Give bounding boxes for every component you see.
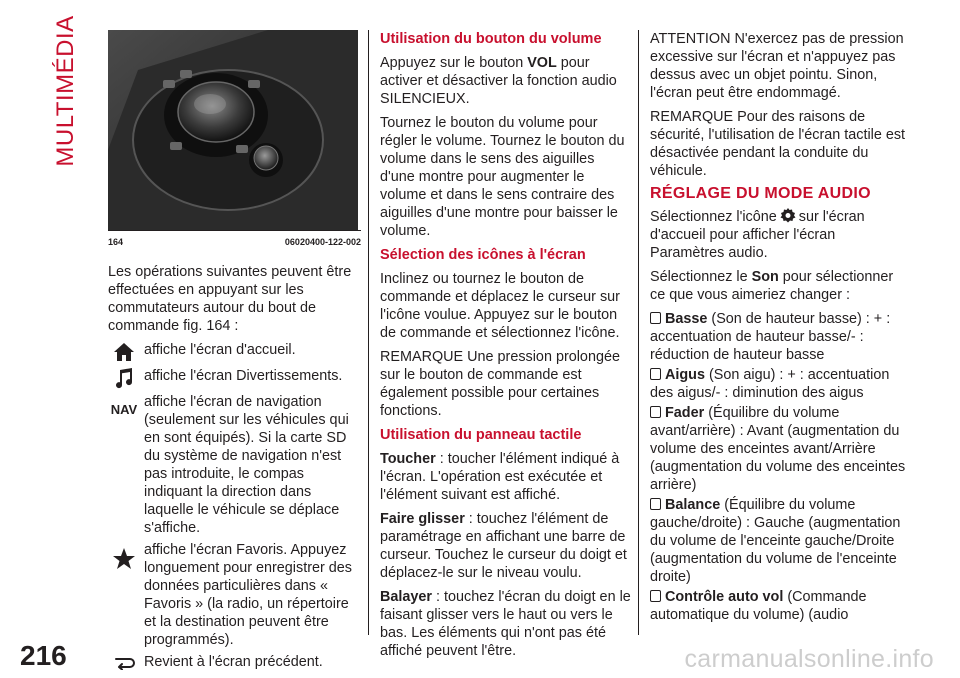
item-favorites-text: affiche l'écran Favoris. Appuyez longuement pour enregistrer des données particulières dans « Favoris » (la radio, un répertoire et la destination peuvent être programmés). bbox=[144, 542, 352, 648]
watermark: carmanualsonline.info bbox=[684, 645, 934, 673]
option-basse-label: Basse bbox=[665, 311, 708, 327]
heading-icon-selection: Sélection des icônes à l'écran bbox=[380, 247, 586, 263]
section-side-tab-label: MULTIMÉDIA bbox=[52, 14, 79, 167]
column-3 bbox=[650, 30, 910, 626]
option-aigus-label: Aigus bbox=[665, 367, 705, 383]
option-basse-desc: (Son de hauteur basse) : + : accentuation de hauteur basse/- : réduction de hauteur basse bbox=[650, 311, 891, 363]
checkbox-bullet-icon bbox=[650, 498, 661, 510]
figure-164-photo bbox=[108, 30, 358, 230]
col3-p3 bbox=[650, 207, 910, 262]
option-fader-label: Fader bbox=[665, 405, 705, 421]
option-balance-desc: (Équilibre du volume gauche/droite) : Gauche (augmentation du volume de l'enceinte gauche/Droite (augmentation du volume de l'enceinte droite) bbox=[650, 497, 901, 585]
item-music-text: affiche l'écran Divertissements. bbox=[144, 368, 343, 384]
col3-p4-pre: Sélectionnez le bbox=[650, 269, 752, 285]
heading-volume-knob: Utilisation du bouton du volume bbox=[380, 31, 602, 47]
nav-label: NAV bbox=[110, 402, 138, 417]
heading-touch-panel: Utilisation du panneau tactile bbox=[380, 427, 582, 443]
col2-p1-post: pour activer et désactiver la fonction audio SILENCIEUX. bbox=[380, 55, 617, 107]
figure-caption bbox=[108, 230, 361, 251]
item-nav bbox=[108, 393, 361, 537]
col2-p3: Inclinez ou tournez le bouton de commande et déplacez le curseur sur l'icône voulue. Appuyez sur le bouton de commande et sélectionnez l'icône. bbox=[380, 271, 620, 341]
music-note-icon bbox=[114, 367, 134, 389]
commander-knob-photo bbox=[108, 30, 358, 230]
column-divider-2 bbox=[638, 30, 639, 635]
option-balance bbox=[650, 496, 910, 586]
item-music bbox=[108, 367, 361, 389]
col2-p2: Tournez le bouton du volume pour régler le volume. Tournez le bouton du volume dans le sens des aiguilles d'une montre pour augmenter le volume et dans le sens contraire des aiguilles d'une montre pour baisser le volume. bbox=[380, 115, 625, 239]
column-1 bbox=[108, 30, 361, 675]
item-back bbox=[108, 653, 361, 671]
page-number: 216 bbox=[20, 640, 67, 671]
option-fader-desc: (Équilibre du volume avant/arrière) : Avant (augmentation du volume des enceintes avant/Arrière (augmentation du volume des enceintes arrière) bbox=[650, 405, 906, 493]
item-favorites bbox=[108, 541, 361, 649]
option-auto-vol-label: Contrôle auto vol bbox=[665, 589, 784, 605]
option-fader bbox=[650, 404, 910, 494]
option-aigus-desc: (Son aigu) : + : accentuation des aigus/- : diminution des aigus bbox=[650, 367, 890, 401]
home-icon bbox=[113, 341, 135, 363]
swipe-term: Balayer bbox=[380, 589, 433, 605]
checkbox-bullet-icon bbox=[650, 312, 661, 324]
col1-intro: Les opérations suivantes peuvent être effectuées en appuyant sur les commutateurs autour du bout de commande fig. 164 : bbox=[108, 264, 352, 334]
option-auto-vol bbox=[650, 588, 910, 624]
checkbox-bullet-icon bbox=[650, 406, 661, 418]
option-aigus bbox=[650, 366, 910, 402]
item-home bbox=[108, 341, 361, 363]
drag-desc: : touchez l'élément de paramétrage en affichant une barre de curseur. Touchez le curseur du doigt et déplacez-le sur le niveau voulu. bbox=[380, 511, 627, 581]
col2-drag bbox=[380, 510, 632, 582]
item-back-text: Revient à l'écran précédent. bbox=[144, 654, 323, 670]
vol-label: VOL bbox=[527, 55, 557, 71]
figure-number: 164 bbox=[108, 237, 124, 247]
star-icon bbox=[112, 547, 136, 571]
col2-p4: REMARQUE Une pression prolongée sur le bouton de commande est également possible pour certaines fonctions. bbox=[380, 349, 620, 419]
column-divider-1 bbox=[368, 30, 369, 635]
drag-term: Faire glisser bbox=[380, 511, 465, 527]
gear-icon bbox=[779, 207, 797, 225]
column-2 bbox=[380, 30, 632, 666]
col3-warning: ATTENTION N'exercez pas de pression excessive sur l'écran et n'appuyez pas dessus avec un objet pointu. Sinon, l'écran peut être endommagé. bbox=[650, 31, 904, 101]
son-label: Son bbox=[751, 269, 779, 285]
option-basse bbox=[650, 310, 910, 364]
back-arrow-icon bbox=[112, 656, 136, 670]
item-nav-text: affiche l'écran de navigation (seulement sur les véhicules qui en sont équipés). Si la carte SD du système de navigation n'est pas introduite, le compas indiquant la direction dans laquelle le véhicule se déplace s'affiche. bbox=[144, 394, 349, 536]
touch-desc: : toucher l'élément indiqué à l'écran. L'opération est exécutée et l'élément suivant est affiché. bbox=[380, 451, 620, 503]
col2-touch bbox=[380, 450, 632, 504]
col3-p3-post: sur l'écran d'accueil pour afficher l'écran Paramètres audio. bbox=[650, 209, 865, 261]
section-side-tab bbox=[48, 14, 84, 167]
touch-term: Toucher bbox=[380, 451, 436, 467]
option-auto-vol-desc: (Commande automatique du volume) (audio bbox=[650, 589, 867, 623]
figure-code: 06020400-122-002 bbox=[284, 237, 361, 247]
checkbox-bullet-icon bbox=[650, 590, 661, 602]
col2-p1-pre: Appuyez sur le bouton bbox=[380, 55, 528, 71]
col2-p1 bbox=[380, 54, 632, 108]
col2-swipe bbox=[380, 588, 632, 660]
item-home-text: affiche l'écran d'accueil. bbox=[144, 342, 296, 358]
col3-note: REMARQUE Pour des raisons de sécurité, l'utilisation de l'écran tactile est désactivée pendant la conduite du véhicule. bbox=[650, 109, 906, 179]
checkbox-bullet-icon bbox=[650, 368, 661, 380]
col3-p4-post: pour sélectionner ce que vous aimeriez changer : bbox=[650, 269, 894, 303]
swipe-desc: : touchez l'écran du doigt en le faisant glisser vers le haut ou vers le bas. Les éléments qui n'ont pas été affiché peuvent l'être. bbox=[380, 589, 631, 659]
col3-p3-pre: Sélectionnez l'icône bbox=[650, 209, 777, 225]
col3-p4 bbox=[650, 268, 910, 304]
option-balance-label: Balance bbox=[665, 497, 721, 513]
heading-audio-mode: RÉGLAGE DU MODE AUDIO bbox=[650, 185, 871, 202]
